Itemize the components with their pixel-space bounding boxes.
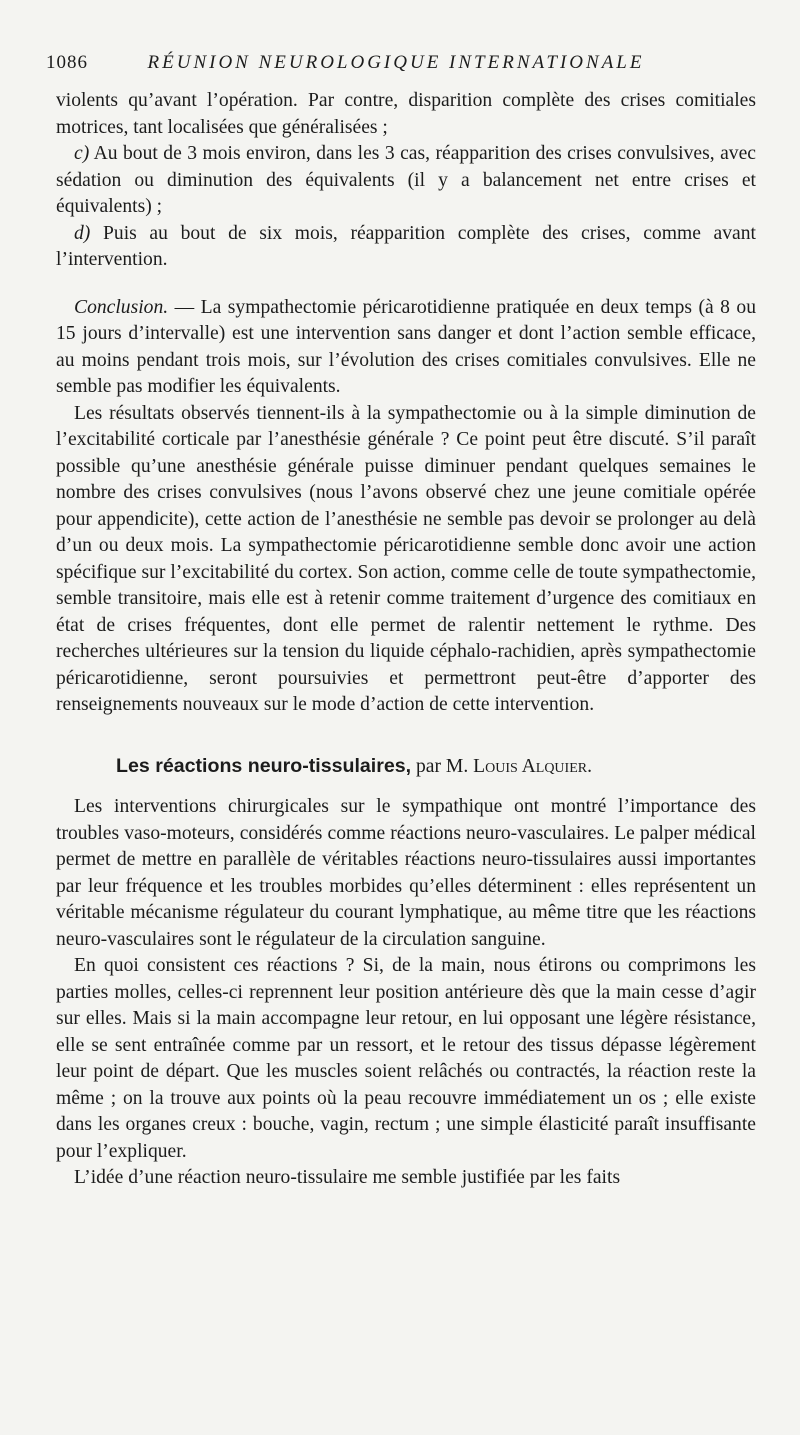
paragraph-item-c [56, 141, 756, 221]
paragraph-section-3: L’idée d’une réaction neuro-tissulaire me semble justifiée par les faits [74, 1167, 621, 1188]
page-number: 1086 [46, 52, 88, 73]
item-text-d: Puis au bout de six mois, réapparition complète des crises, comme avant l’intervention. [56, 222, 756, 270]
section-author: Louis Alquier. [473, 755, 592, 777]
section-heading [56, 753, 756, 781]
item-text-c: Au bout de 3 mois environ, dans les 3 cas, réapparition des crises convulsives, avec sédation ou diminution des équivalents (il y a balancement net entre crises et équivalents) ; [56, 143, 756, 217]
conclusion-label: Conclusion. [74, 296, 169, 318]
page-header [46, 50, 746, 76]
paragraph-discussion: Les résultats observés tiennent-ils à la sympathectomie ou à la simple diminution de l’excitabilité corticale par l’anesthésie générale ? Ce point peut être discuté. S’il paraît possible qu’une anesthésie générale puisse diminuer pendant quelques semaines le nombre des crises convulsives (nous l’avons observé chez une jeune comitiale opérée pour appendicite), cette action de l’anesthésie ne semble pas devoir se prolonger au delà d’un ou deux mois. La sympathectomie péricarotidienne semble donc avoir une action spécifique sur l’excitabilité du cortex. Son action, comme celle de toute sympathectomie, semble transitoire, mais elle est à retenir comme traitement d’urgence des comitiaux en état de crises fréquentes, dont elle permet de ralentir nettement le rythme. Des recherches ultérieures sur la tension du liquide céphalo-rachidien, après sympathectomie péricarotidienne, seront poursuivies et permettront peut-être d’apporter des renseignements nouveaux sur le mode d’action de cette intervention. [56, 402, 756, 715]
paragraph-continuation: violents qu’avant l’opération. Par contre, disparition complète des crises comitiales motrices, tant localisées que généralisées ; [56, 90, 756, 138]
paragraph-section-2: En quoi consistent ces réactions ? Si, de la main, nous étirons ou comprimons les parties molles, celles-ci reprennent leur position antérieure dès que la main cesse d’agir sur elles. Mais si la main accompagne leur retour, en lui opposant une légère résistance, elle se sent entraînée comme par un ressort, et le retour des tissus dépasse légèrement leur point de départ. Que les muscles soient relâchés ou contractés, la réaction reste la même ; on la trouve aux points où la peau recouvre immédiatement un os ; elle existe dans les organes creux : bouche, vagin, rectum ; une simple élasticité paraît insuffisante pour l’expliquer. [56, 955, 756, 1162]
item-label-d: d) [74, 222, 91, 244]
section-title: Les réactions neuro-tissulaires, [116, 754, 412, 777]
paragraph-item-d [56, 221, 756, 274]
body-text [56, 88, 756, 1192]
running-title: RÉUNION NEUROLOGIQUE INTERNATIONALE [147, 52, 645, 73]
paragraph-conclusion [56, 295, 756, 401]
paragraph-section-1: Les interventions chirurgicales sur le sympathique ont montré l’importance des troubles vaso-moteurs, considérés comme réactions neuro-vasculaires. Le palper médical permet de mettre en parallèle de véritables réactions neuro-tissulaires aussi importantes par leur fréquence et les troubles morbides qu’elles déterminent : elles représentent un véritable mécanisme régulateur du courant lymphatique, au même titre que les réactions neuro-vasculaires sont le régulateur de la circulation sanguine. [56, 796, 756, 950]
section-by: par M. [411, 755, 474, 777]
conclusion-text: — La sympathectomie péricarotidienne pratiquée en deux temps (à 8 ou 15 jours d’intervalle) est une intervention sans danger et dont l’action semble efficace, au moins pendant trois mois, sur l’évolution des crises comitiales convulsives. Elle ne semble pas modifier les équivalents. [56, 296, 756, 397]
item-label-c: c) [74, 143, 90, 164]
